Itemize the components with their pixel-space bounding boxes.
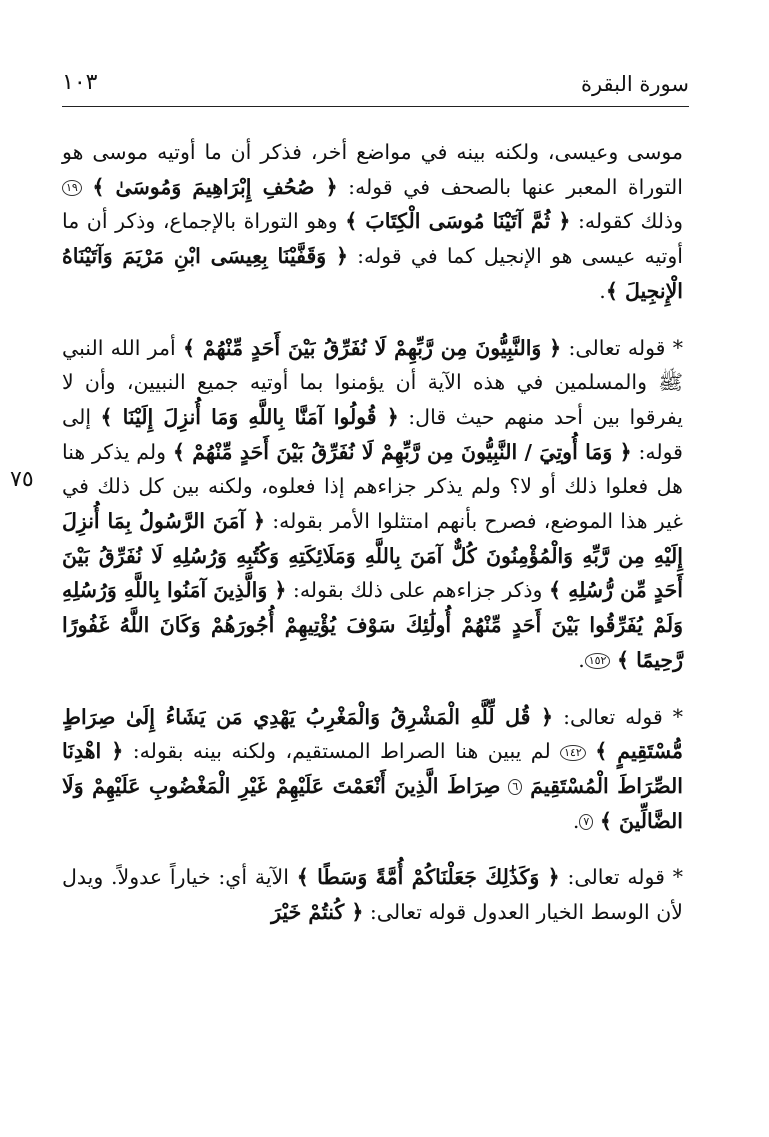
text-segment: أمر الله النبي ﷺ والمسلمين في هذه الآية أن يؤمنوا بما أوتيه جميع النبيين، وأن لا يفرقوا بين أحد منهم حيث قال: [62,335,683,429]
text-segment: موسى وعيسى، ولكنه بينه في مواضع أخر، فذكر أن ما أوتيه موسى هو التوراة المعبر عنها بالصحف في قوله: [62,140,683,199]
quran-quote: ﴿ قُولُوا آمَنَّا بِاللَّهِ وَمَا أُنزِلَ إِلَيْنَا ﴾ [100,404,399,429]
text-segment: ولم يذكر هنا هل فعلوا ذلك أو لا؟ ولم يذكر جزاءهم إذا فعلوه، ولكنه بين كل ذلك في غير هذا الموضع، فصرح بأنهم امتثلوا الأمر بقوله: [62,439,683,534]
quran-quote: ﴿ قُل لِّلَّهِ الْمَشْرِقُ وَالْمَغْرِبُ يَهْدِي مَن يَشَاءُ إِلَىٰ صِرَاطٍ مُّسْتَقِيمٍ ﴾ [62,704,683,764]
text-segment: وذلك كقوله: [578,209,683,234]
paragraph-4 [62,860,683,929]
quran-quote: صِرَاطَ الَّذِينَ أَنْعَمْتَ عَلَيْهِمْ غَيْرِ الْمَغْضُوبِ عَلَيْهِمْ وَلَا الضَّالِّينَ ﴾ [62,773,683,833]
ayah-number: ١٤٢ [560,745,586,761]
ayah-number: ٦ [508,779,522,795]
ayah-number: ١٩ [62,180,82,196]
text-segment: إلى قوله: [62,404,683,464]
ayah-number: ٧ [579,814,593,830]
text-segment: . [572,808,580,833]
margin-marker: ٧٥ [10,467,34,492]
quran-quote: ﴿ آمَنَ الرَّسُولُ بِمَا أُنزِلَ إِلَيْهِ مِن رَّبِّهِ وَالْمُؤْمِنُونَ كُلٌّ آمَنَ بِاللَّهِ وَمَلَائِكَتِهِ وَكُتُبِهِ وَرُسُلِهِ لَا نُفَرِّقُ بَيْنَ أَحَدٍ مِّن رُّسُلِهِ ﴾ [62,509,683,603]
text-segment: * قوله تعالى: [563,704,683,729]
page-number: ١٠٣ [62,70,98,95]
quran-quote: ﴿ وَقَفَّيْنَا بِعِيسَى ابْنِ مَرْيَمَ وَآتَيْنَاهُ الْإِنجِيلَ ﴾ [62,244,683,303]
text-segment: الآية أي: خياراً عدولاً. ويدل لأن الوسط الخيار العدول قوله تعالى: [62,865,683,925]
paragraph-2 [62,331,683,678]
quran-quote: ﴿ صُحُفِ إِبْرَاهِيمَ وَمُوسَىٰ ﴾ [92,174,338,199]
ayah-number: ١٥٢ [585,653,611,669]
text-segment: . [578,647,585,672]
paragraph-3 [62,700,683,839]
quran-quote: ﴿ اهْدِنَا الصِّرَاطَ الْمُسْتَقِيمَ [62,739,683,798]
surah-title: سورة البقرة [580,72,689,96]
text-segment: وهو التوراة بالإجماع، وذكر أن ما أوتيه عيسى هو الإنجيل كما في قوله: [62,209,683,269]
quran-quote: ﴿ وَالَّذِينَ آمَنُوا بِاللَّهِ وَرُسُلِهِ وَلَمْ يُفَرِّقُوا بَيْنَ أَحَدٍ مِّنْهُمْ أُولَٰئِكَ سَوْفَ يُؤْتِيهِمْ أُجُورَهُمْ وَكَانَ اللَّهُ غَفُورًا رَّحِيمًا ﴾ [62,578,683,672]
text-segment: * قوله تعالى: [567,865,683,890]
page-header [62,62,689,107]
text-segment: لم يبين هنا الصراط المستقيم، ولكنه بينه بقوله: [132,739,551,764]
text-segment: . [599,278,606,303]
quran-quote: ﴿ ثُمَّ آتَيْنَا مُوسَى الْكِتَابَ ﴾ [345,209,571,234]
quran-quote: ﴿ وَمَا أُوتِيَ / النَّبِيُّونَ مِن رَّبِّهِمْ لَا نُفَرِّقُ بَيْنَ أَحَدٍ مِّنْهُمْ ﴾ [172,439,632,464]
quran-quote: ﴿ كُنتُمْ خَيْرَ [271,900,364,925]
quran-quote: ﴿ وَالنَّبِيُّونَ مِن رَّبِّهِمْ لَا نُفَرِّقُ بَيْنَ أَحَدٍ مِّنْهُمْ ﴾ [182,335,562,360]
quran-quote: ﴿ وَكَذَٰلِكَ جَعَلْنَاكُمْ أُمَّةً وَسَطًا ﴾ [296,865,560,890]
text-segment: وذكر جزاءهم على ذلك بقوله: [292,578,543,603]
paragraph-1 [62,135,683,309]
text-segment: * قوله تعالى: [568,335,683,360]
page-body [62,135,683,930]
